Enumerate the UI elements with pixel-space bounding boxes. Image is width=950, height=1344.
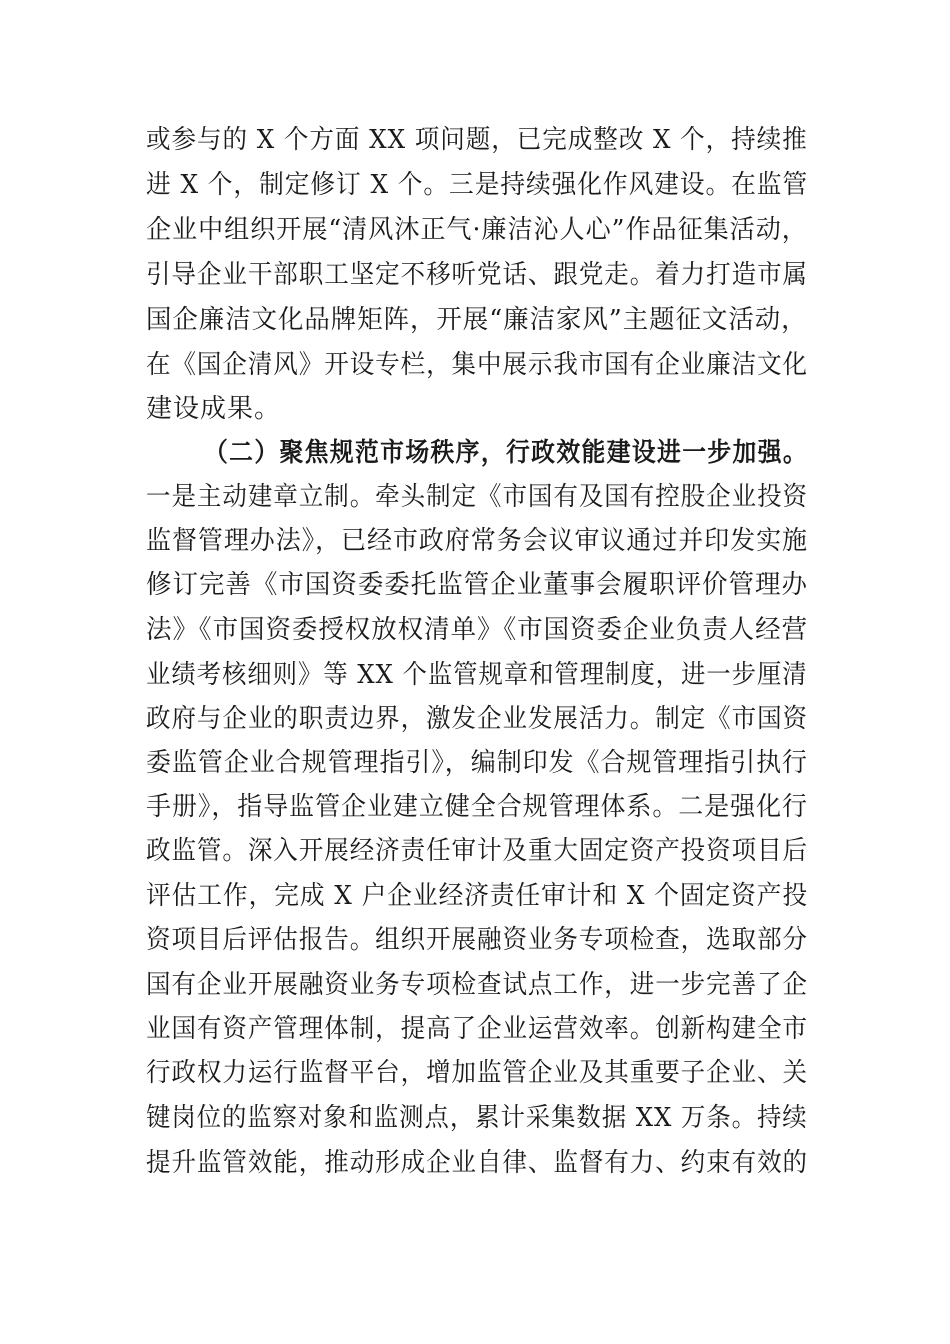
body-text-line: 提升监管效能，推动形成企业自律、监督有力、约束有效的 — [146, 1148, 809, 1178]
body-text-line: 进 X 个，制定修订 X 个。三是持续强化作风建设。在监管 — [146, 170, 809, 200]
body-text-line: 政府与企业的职责边界，激发企业发展活力。制定《市国资 — [146, 704, 809, 734]
body-text-line: 键岗位的监察对象和监测点，累计采集数据 XX 万条。持续 — [146, 1103, 808, 1133]
body-text-line: 一是主动建章立制。牵头制定《市国有及国有控股企业投资 — [146, 482, 809, 512]
body-text-line: 国企廉洁文化品牌矩阵，开展“廉洁家风”主题征文活动， — [146, 305, 808, 335]
body-text-line: 手册》，指导监管企业建立健全合规管理体系。二是强化行 — [146, 792, 809, 822]
body-text-line: 建设成果。 — [146, 394, 282, 424]
body-text-line: 委监管企业合规管理指引》，编制印发《合规管理指引执行 — [146, 748, 809, 778]
body-text-line: 监督管理办法》，已经市政府常务会议审议通过并印发实施 — [146, 526, 809, 556]
body-text-line: 法》《市国资委授权放权清单》《市国资委企业负责人经营 — [146, 615, 809, 645]
body-text-line: 业绩考核细则》等 XX 个监管规章和管理制度，进一步厘清 — [146, 660, 808, 690]
body-text-line: 引导企业干部职工坚定不移听党话、跟党走。着力打造市属 — [146, 260, 809, 290]
body-text-line: 或参与的 X 个方面 XX 项问题，已完成整改 X 个，持续推 — [146, 125, 808, 155]
body-text-line: 行政权力运行监督平台，增加监管企业及其重要子企业、关 — [146, 1058, 809, 1088]
body-text-line: 在《国企清风》开设专栏，集中展示我市国有企业廉洁文化 — [146, 350, 809, 380]
body-text-line: 业国有资产管理体制，提高了企业运营效率。创新构建全市 — [146, 1014, 809, 1044]
body-text-line: 修订完善《市国资委委托监管企业董事会履职评价管理办 — [146, 570, 808, 600]
body-text-line: 企业中组织开展“清风沐正气·廉洁沁人心”作品征集活动， — [146, 215, 808, 245]
section-heading: （二）聚焦规范市场秩序，行政效能建设进一步加强。 — [204, 438, 809, 468]
body-text-line: 资项目后评估报告。组织开展融资业务专项检查，选取部分 — [146, 925, 809, 955]
body-text-line: 评估工作，完成 X 户企业经济责任审计和 X 个固定资产投 — [146, 881, 809, 911]
body-text-line: 国有企业开展融资业务专项检查试点工作，进一步完善了企 — [146, 970, 809, 1000]
body-text-line: 政监管。深入开展经济责任审计及重大固定资产投资项目后 — [146, 836, 809, 866]
